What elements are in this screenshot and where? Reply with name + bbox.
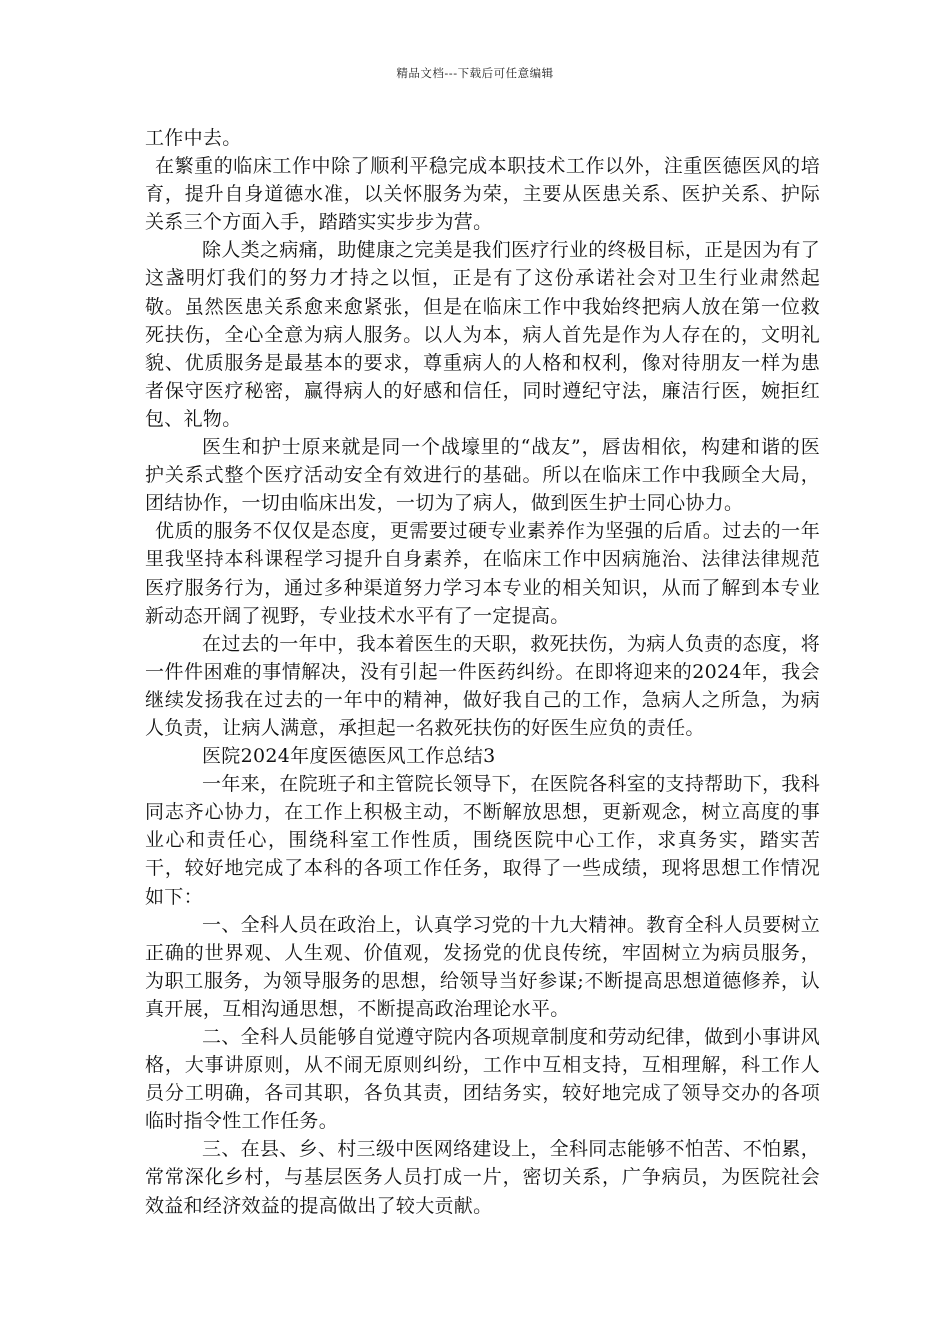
paragraph-3: 除人类之病痛，助健康之完美是我们医疗行业的终极目标，正是因为有了这盏明灯我们的努力才持之以恒，正是有了这份承诺社会对卫生行业肃然起敬。虽然医患关系愈来愈紧张，但是在临床工作中我始终把病人放在第一位救死扶伤，全心全意为病人服务。以人为本，病人首先是作为人存在的，文明礼貌、优质服务是最基本的要求，尊重病人的人格和权利，像对待朋友一样为患者保守医疗秘密，赢得病人的好感和信任，同时遵纪守法，廉洁行医，婉拒红包、礼物。 [145, 239, 820, 430]
page-header: 精品文档---下载后可任意编辑 [396, 66, 554, 80]
paragraph-7: 一年来，在院班子和主管院长领导下，在医院各科室的支持帮助下，我科同志齐心协力，在工作上积极主动，不断解放思想，更新观念，树立高度的事业心和责任心，围绕科室工作性质，围绕医院中心工作，求真务实，踏实苦干，较好地完成了本科的各项工作任务，取得了一些成绩，现将思想工作情况如下： [145, 773, 820, 908]
paragraph-8: 一、全科人员在政治上，认真学习党的十九大精神。教育全科人员要树立正确的世界观、人生观、价值观，发扬党的优良传统，牢固树立为病员服务，为职工服务，为领导服务的思想，给领导当好参谋;不断提高思想道德修养，认真开展，互相沟通思想，不断提高政治理论水平。 [145, 913, 820, 1020]
paragraph-5: 优质的服务不仅仅是态度，更需要过硬专业素养作为坚强的后盾。过去的一年里我坚持本科课程学习提升自身素养，在临床工作中因病施治、法律法律规范医疗服务行为，通过多种渠道努力学习本专业的相关知识，从而了解到本专业新动态开阔了视野，专业技术水平有了一定提高。 [145, 520, 820, 627]
paragraph-1: 工作中去。 [145, 127, 242, 149]
paragraph-6: 在过去的一年中，我本着医生的天职，救死扶伤，为病人负责的态度，将一件件困难的事情解决，没有引起一件医药纠纷。在即将迎来的2024年，我会继续发扬我在过去的一年中的精神，做好我自己的工作，急病人之所急，为病人负责，让病人满意，承担起一名救死扶伤的好医生应负的责任。 [145, 632, 820, 739]
paragraph-10: 三、在县、乡、村三级中医网络建设上，全科同志能够不怕苦、不怕累，常常深化乡村，与基层医务人员打成一片，密切关系，广争病员，为医院社会效益和经济效益的提高做出了较大贡献。 [145, 1138, 820, 1217]
section-heading: 医院2024年度医德医风工作总结3 [202, 745, 496, 768]
paragraph-2: 在繁重的临床工作中除了顺利平稳完成本职技术工作以外，注重医德医风的培育，提升自身道德水准，以关怀服务为荣，主要从医患关系、医护关系、护际关系三个方面入手，踏踏实实步步为营。 [145, 155, 820, 234]
paragraph-4: 医生和护士原来就是同一个战壕里的“战友”，唇齿相依，构建和谐的医护关系式整个医疗活动安全有效进行的基础。所以在临床工作中我顾全大局，团结协作，一切由临床出发，一切为了病人，做到医生护士同心协力。 [145, 436, 820, 515]
paragraph-9: 二、全科人员能够自觉遵守院内各项规章制度和劳动纪律，做到小事讲风格，大事讲原则，从不闹无原则纠纷，工作中互相支持，互相理解，科工作人员分工明确，各司其职，各负其责，团结务实，较好地完成了领导交办的各项临时指令性工作任务。 [145, 1026, 820, 1133]
document-body [145, 124, 820, 1220]
